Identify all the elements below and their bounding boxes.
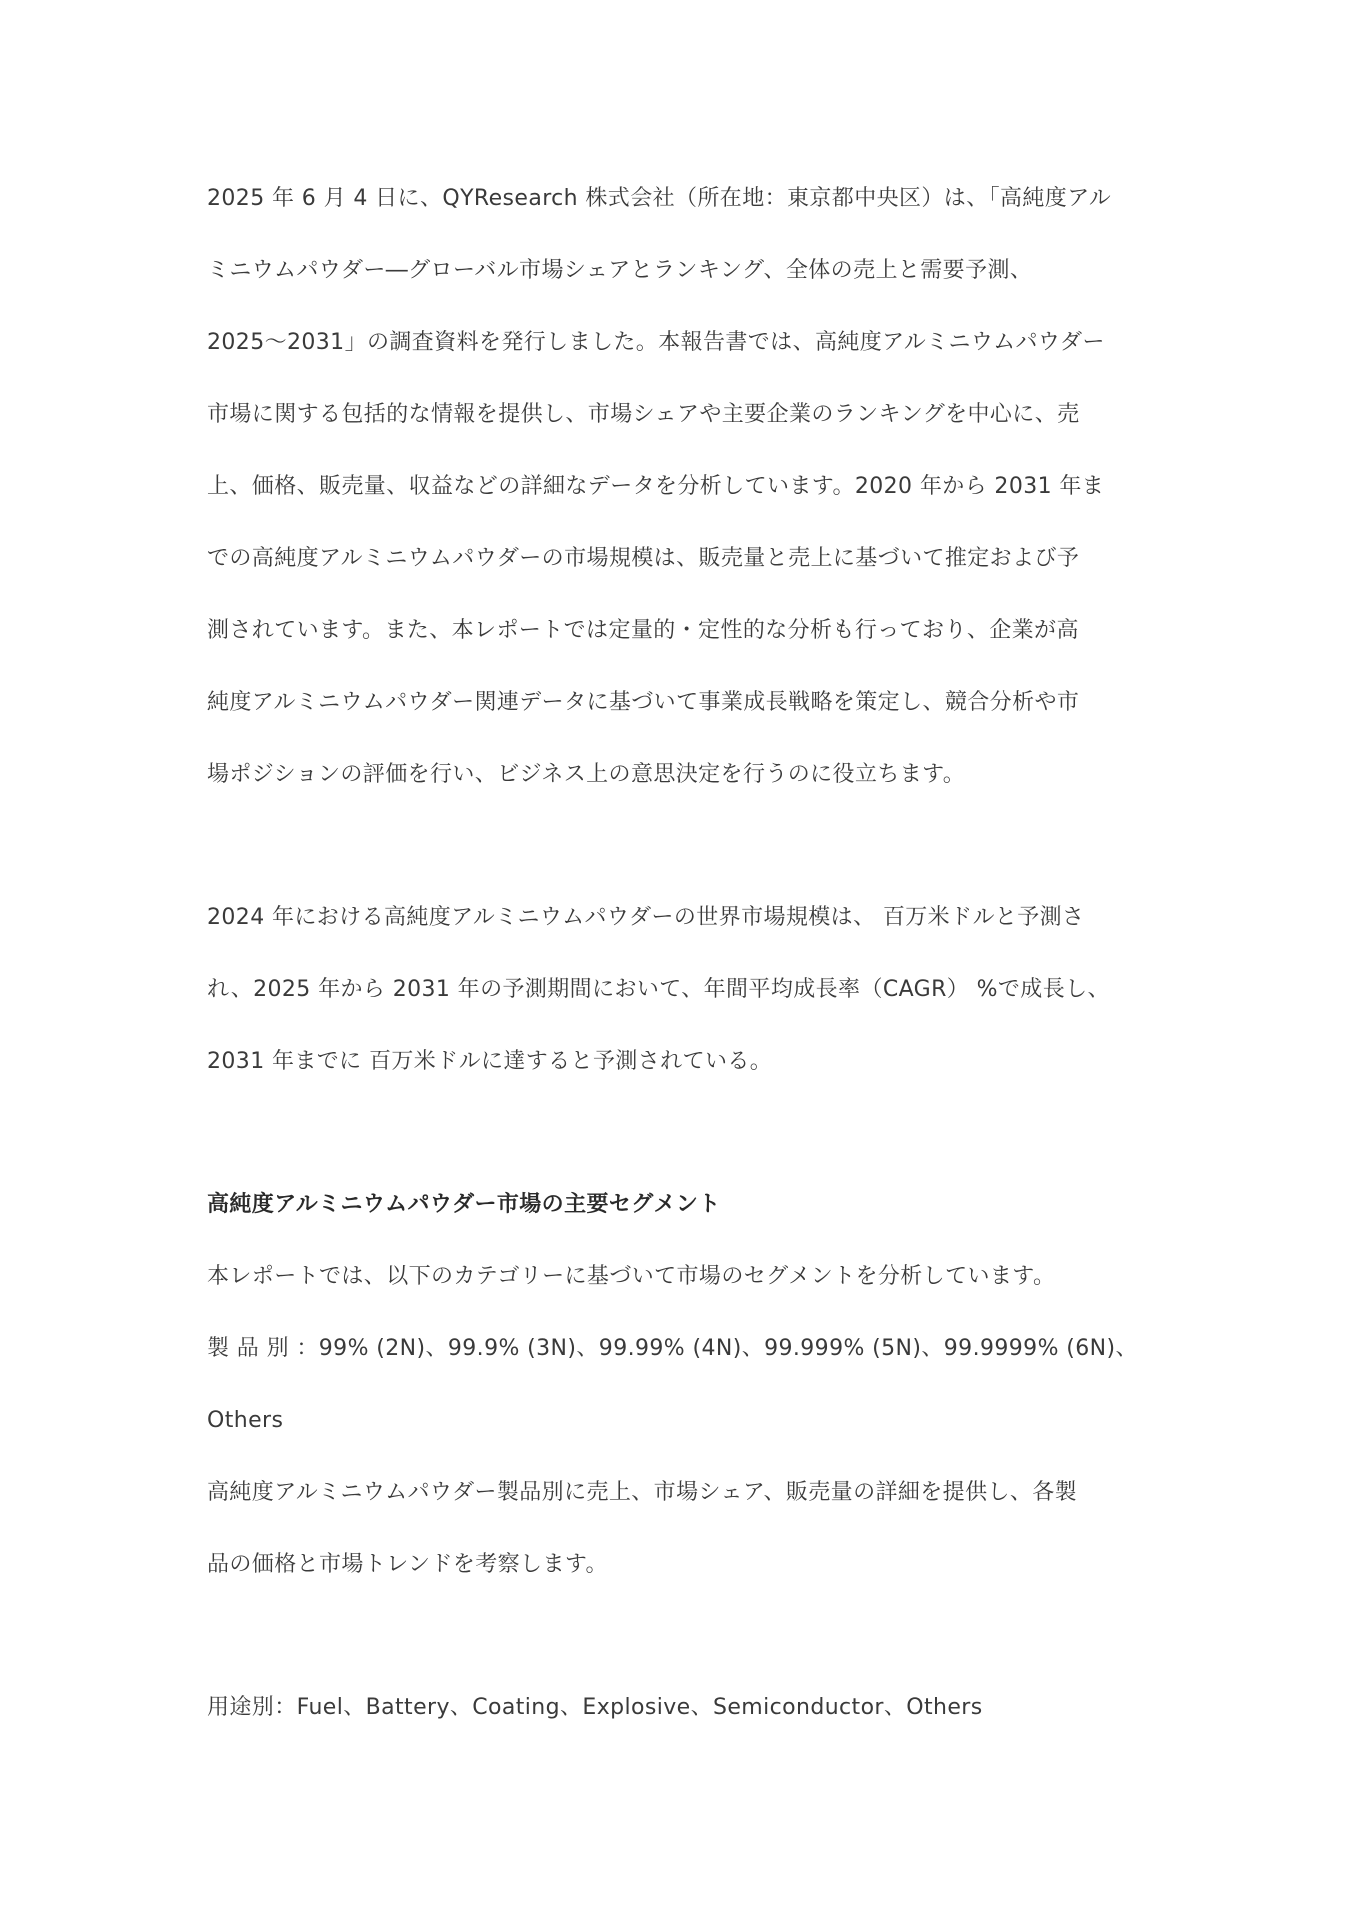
intro-line: 測されています。また、本レポートでは定量的・定性的な分析も行っており、企業が高 [207,618,1079,643]
market-size-line: 2031 年までに 百万米ドルに達すると予測されている。 [207,1049,773,1074]
intro-line: 2025 年 6 月 4 日に、QYResearch 株式会社（所在地：東京都中央区）は、「高純度アル [207,186,1112,211]
segments-intro: 本レポートでは、以下のカテゴリーに基づいて市場のセグメントを分析しています。 [207,1264,1056,1289]
intro-line: 場ポジションの評価を行い、ビジネス上の意思決定を行うのに役立ちます。 [207,762,966,787]
product-desc-line: 品の価格と市場トレンドを考察します。 [207,1552,608,1577]
section-heading: 高純度アルミニウムパウダー市場の主要セグメント [207,1192,721,1217]
product-desc-line: 高純度アルミニウムパウダー製品別に売上、市場シェア、販売量の詳細を提供し、各製 [207,1480,1078,1505]
intro-line: での高純度アルミニウムパウダーの市場規模は、販売量と売上に基づいて推定および予 [207,546,1080,571]
by-application-line: 用途別：Fuel、Battery、Coating、Explosive、Semiconductor、Others [207,1695,983,1720]
intro-line: 市場に関する包括的な情報を提供し、市場シェアや主要企業のランキングを中心に、売 [207,402,1080,427]
by-product-line: Others [207,1408,284,1433]
market-size-line: れ、2025 年から 2031 年の予測期間において、年間平均成長率（CAGR） %で成長し、 [207,977,1110,1002]
market-size-line: 2024 年における高純度アルミニウムパウダーの世界市場規模は、 百万米ドルと予測さ [207,905,1085,930]
intro-line: 純度アルミニウムパウダー関連データに基づいて事業成長戦略を策定し、競合分析や市 [207,690,1080,715]
intro-line: 上、価格、販売量、収益などの詳細なデータを分析しています。2020 年から 2031 年ま [207,474,1105,499]
intro-line: 2025～2031」の調査資料を発行しました。本報告書では、高純度アルミニウムパウダー [207,330,1105,355]
by-product-line: 製 品 別 ：99% (2N)、99.9% (3N)、99.99% (4N)、99.999% (5N)、99.9999% (6N)、 [207,1336,1138,1361]
intro-line: ミニウムパウダー―グローバル市場シェアとランキング、全体の売上と需要予測、 [207,258,1033,283]
